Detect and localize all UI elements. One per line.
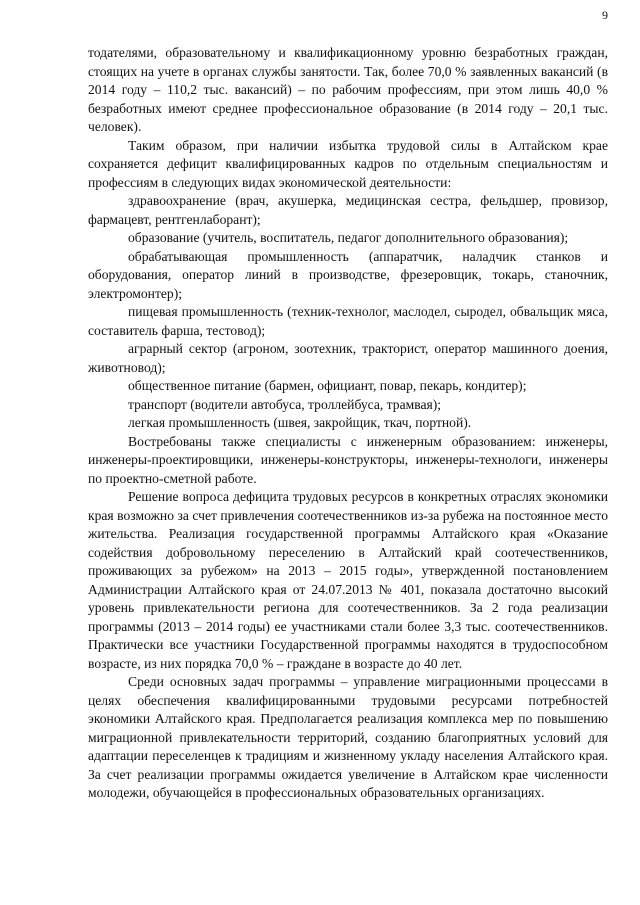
list-item-light-industry: легкая промышленность (швея, закройщик, ткач, портной). <box>128 415 472 430</box>
list-item-food-industry: пищевая промышленность (техник-технолог, маслодел, сыродел, обвальщик мяса, составитель фарша, тестовод); <box>88 304 608 338</box>
paragraph-program-tasks: Среди основных задач программы – управление миграционными процессами в целях обеспечения квалифицированными трудовыми ресурсами потребностей экономики Алтайского края. Предполагается реализация комплекса мер по повышению миграционной привлекательности территорий, созданию благоприятных условий для адаптации переселенцев к традициям и жизненному укладу населения Алтайского края. За счет реализации программы ожидается увеличение в Алтайском крае численности молодежи, обучающейся в профессиональных образовательных организациях. <box>88 674 608 800</box>
paragraph-continuation: тодателями, образовательному и квалификационному уровню безработных граждан, стоящих на учете в органах службы занятости. Так, более 70,0 % заявленных вакансий (в 2014 году – 110,2 тыс. вакансий) – по рабочим профессиям, при этом лишь 40,0 % безработных имеют среднее профессиональное образование (в 2014 году – 20,1 тыс. человек). <box>88 45 608 134</box>
paragraph-engineers: Востребованы также специалисты с инженерным образованием: инженеры, инженеры-проектировщики, инженеры-конструкторы, инженеры-технологи, инженеры по проектно-сметной работе. <box>88 433 608 486</box>
page-number: 9 <box>602 8 608 22</box>
paragraph-compatriots-program: Решение вопроса дефицита трудовых ресурсов в конкретных отраслях экономики края возможно за счет привлечения соотечественников из-за рубежа на постоянное место жительства. Реализация государственной программы Алтайского края «Оказание содействия добровольному переселению в Алтайский край соотечественников, проживающих за рубежом» на 2013 – 2015 годы», утвержденной постановлением Администрации Алтайского края от 24.07.2013 № 401, показала достаточно высокий уровень привлекательности региона для соотечественников. За 2 года реализации программы (2013 – 2014 годы) ее участниками стали более 3,3 тыс. соотечественников. Практически все участники Государственной программы находятся в трудоспособном возрасте, из них порядка 70,0 % – граждане в возрасте до 40 лет. <box>88 489 608 671</box>
paragraph-deficit-intro: Таким образом, при наличии избытка трудовой силы в Алтайском крае сохраняется дефицит квалифицированных кадров по отдельным специальностям и профессиям в следующих видах экономической деятельности: <box>88 137 608 190</box>
list-item-agriculture: аграрный сектор (агроном, зоотехник, тракторист, оператор машинного доения, животновод); <box>88 341 608 375</box>
list-item-manufacturing: обрабатывающая промышленность (аппаратчик, наладчик станков и оборудования, оператор линий в производстве, фрезеровщик, токарь, станочник, электромонтер); <box>88 248 608 301</box>
document-body <box>88 44 608 803</box>
list-item-catering: общественное питание (бармен, официант, повар, пекарь, кондитер); <box>128 378 527 393</box>
list-item-education: образование (учитель, воспитатель, педагог дополнительного образования); <box>128 230 569 245</box>
list-item-healthcare: здравоохранение (врач, акушерка, медицинская сестра, фельдшер, провизор, фармацевт, рентгенлаборант); <box>88 193 608 227</box>
list-item-transport: транспорт (водители автобуса, троллейбуса, трамвая); <box>128 396 442 412</box>
